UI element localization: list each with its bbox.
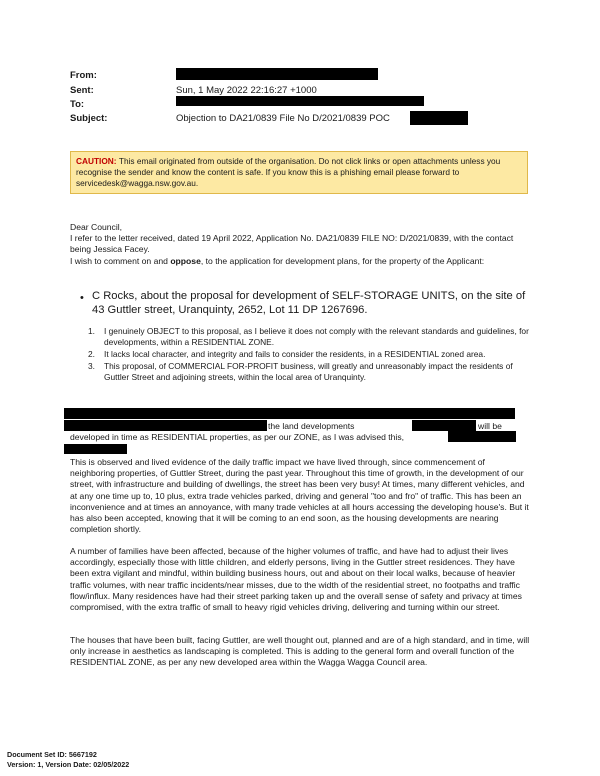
redacted-fragment-1: the land developments bbox=[268, 421, 355, 431]
paragraph-oppose bbox=[70, 256, 532, 267]
sent-label: Sent: bbox=[70, 85, 94, 96]
paragraph-reference: I refer to the letter received, dated 19 April 2022, Application No. DA21/0839 FILE NO: D/2021/0839, with the contact being Jessica Facey. bbox=[70, 233, 514, 255]
redaction-block-4 bbox=[448, 431, 516, 442]
paragraph-families: A number of families have been affected, because of the higher volumes of traffic, and have had to adjust their lives accordingly, especially those with little children, and elderly persons, living in the Guttler street residences. They have been extra vigilant and mindful, within building business hours, out and about on their local walks, because of heavier traffic volumes, with near traffic incidents/near misses, due to the width of the residential street, no footpaths and traffic flow/influx. Many residences have had their street parking taken up and the overall sense of safety and privacy at times compromised, with the extra traffic of small to heavy rigid vehicles driving, delivering and turning within our street. bbox=[70, 546, 522, 613]
caution-text: This email originated from outside of the organisation. Do not click links or open attachments unless you recognise the sender and know the content is safe. If you know this is a phishing email please forward to servicedesk@wagga.nsw.gov.au. bbox=[76, 156, 501, 189]
to-label: To: bbox=[70, 99, 85, 110]
bullet-applicant: C Rocks, about the proposal for development of SELF-STORAGE UNITS, on the site of 43 Guttler street, Uranquinty, 2652, Lot 11 DP 1267696. bbox=[92, 290, 526, 317]
redaction-block-1 bbox=[64, 408, 515, 419]
redaction-block-2 bbox=[64, 420, 267, 431]
oppose-pre: I wish to comment on and bbox=[70, 256, 171, 266]
redaction-to bbox=[176, 96, 424, 106]
redaction-from bbox=[176, 68, 378, 80]
redacted-line-2: developed in time as RESIDENTIAL properties, as per our ZONE, as I was advised this, bbox=[70, 432, 405, 442]
redaction-block-5 bbox=[64, 444, 127, 454]
version-info: Version: 1, Version Date: 02/05/2022 bbox=[7, 760, 130, 769]
document-id: Document Set ID: 5667192 bbox=[7, 750, 97, 759]
caution-banner bbox=[70, 151, 528, 194]
subject-value: Objection to DA21/0839 File No D/2021/0839 POC bbox=[176, 113, 390, 124]
objection-list bbox=[88, 326, 536, 384]
greeting: Dear Council, bbox=[70, 222, 123, 232]
redacted-fragment-2: will be bbox=[478, 421, 502, 431]
list-item: 1. I genuinely OBJECT to this proposal, as I believe it does not comply with the relevant standards and guidelines, for developments, within a RESIDENTIAL ZONE. bbox=[88, 326, 529, 347]
paragraph-houses: The houses that have been built, facing Guttler, are well thought out, planned and are of a high standard, and in time, will only increase in aesthetics as landscaping is completed. This is adding to the general form and overall function of the RESIDENTIAL ZONE, as per any new developed area within the Wagga Wagga Council area. bbox=[70, 635, 530, 668]
oppose-post: , to the application for development plans, for the property of the Applicant: bbox=[200, 256, 485, 266]
caution-lead: CAUTION: bbox=[76, 156, 119, 166]
subject-label: Subject: bbox=[70, 113, 108, 124]
sent-value: Sun, 1 May 2022 22:16:27 +1000 bbox=[176, 85, 317, 96]
redaction-block-3 bbox=[412, 420, 476, 431]
redaction-subject bbox=[410, 111, 468, 125]
list-item: 2. It lacks local character, and integrity and fails to consider the residents, in a RESIDENTIAL zoned area. bbox=[88, 349, 486, 359]
bullet-dot: • bbox=[80, 292, 84, 304]
from-label: From: bbox=[70, 70, 97, 81]
paragraph-traffic: This is observed and lived evidence of the daily traffic impact we have lived through, since commencement of neighboring properties, of Guttler Street, during the past year. Throughout this time of growth, in the development of our street, with infrastructure and building of dwellings, the street has been very busy! At times, many different vehicles, and at any one time up to, 10 plus, extra trade vehicles parked, driving and general "too and fro" of traffic. This has been an inconvenience and at times an annoyance, with many trade vehicles at all hours accessing the developing house's. But it has also been accepted, knowing that it will be coming to an end soon, as the housing developments are nearing completion shortly. bbox=[70, 457, 529, 535]
oppose-bold: oppose bbox=[170, 256, 201, 266]
list-item: 3. This proposal, of COMMERCIAL FOR-PROFIT business, will greatly and unreasonably impact the residents of Guttler Street and adjoining streets, within the local area of Uranquinty. bbox=[88, 361, 513, 382]
